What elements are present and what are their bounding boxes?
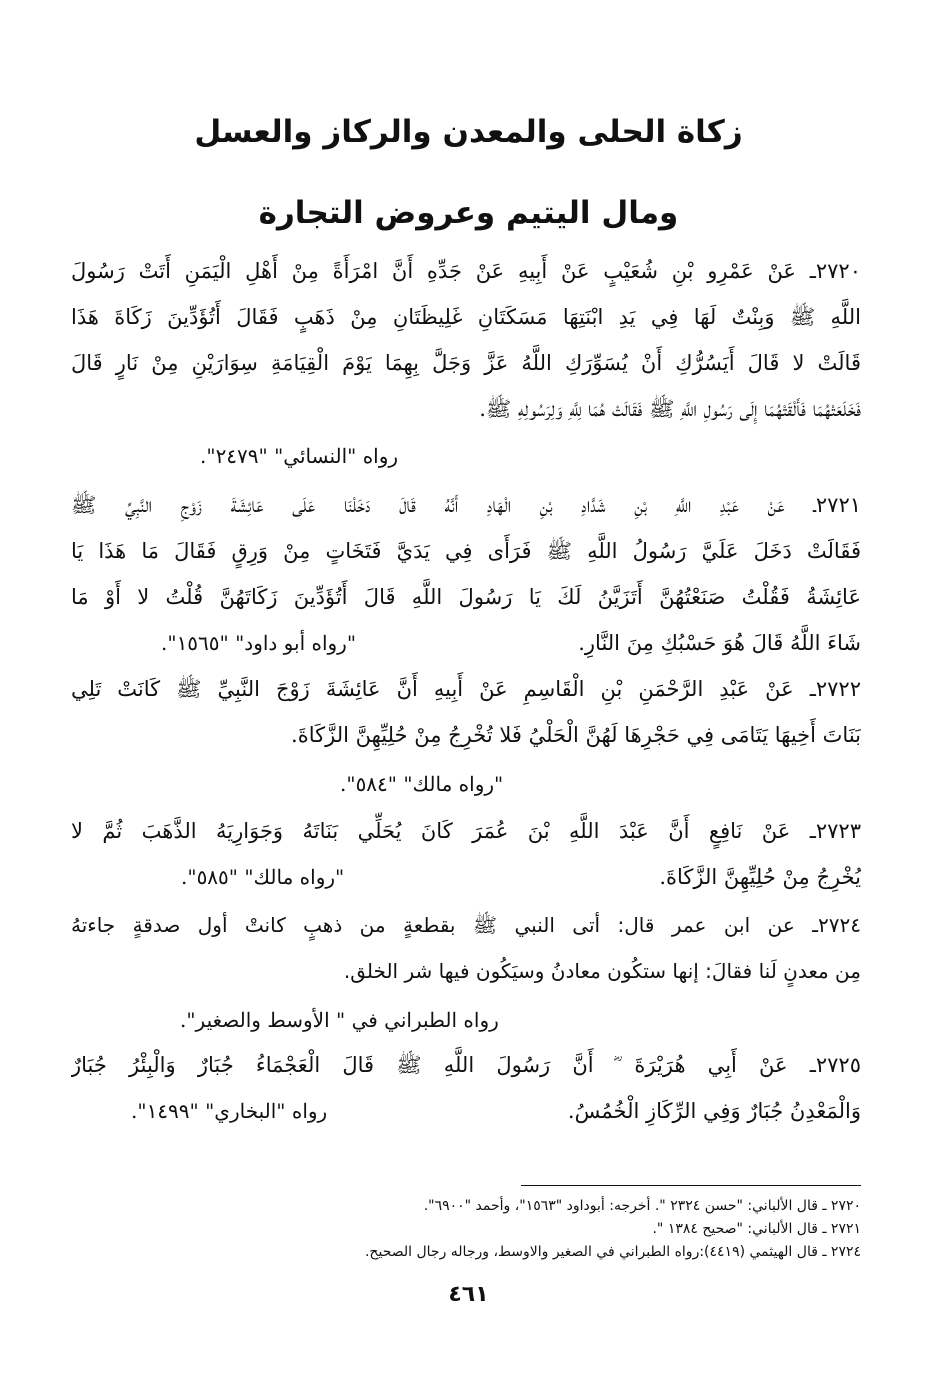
text-line: ٢٧٢٢ـ عَنْ عَبْدِ الرَّحْمَنِ بْنِ الْقَاسِمِ عَنْ أَبِيهِ أَنَّ عَائِشَةَ زَوْجَ النَّبِيِّ ﷺ كَانَتْ تَلِي [71,677,861,701]
page-title: زكاة الحلى والمعدن والركاز والعسل [194,114,743,150]
text-line [71,1086,861,1136]
text-line: اللَّهِ ﷺ وَبِنْتٌ لَهَا فِي يَدِ ابْنَتِهَا مَسَكَتَانِ غَلِيظَتَانِ مِنْ ذَهَبٍ فَقَالَ أَتُؤَدِّينَ زَكَاةَ هَذَا [71,305,861,329]
page-number: ٤٦١ [448,1282,489,1307]
text-line: بَنَاتَ أَخِيهَا يَتَامَى فِي حَجْرِهَا لَهُنَّ الْحَلْيُ فَلا تُخْرِجُ مِنْ حُلِيِّهِنَّ الزَّكَاةَ. [291,723,861,747]
text-line-start: وَالْمَعْدِنُ جُبَارٌ وَفِي الرِّكَازِ الْخُمُسُ. [567,1099,861,1123]
text-line: فَقَالَتْ دَخَلَ عَلَيَّ رَسُولُ اللَّهِ ﷺ فَرَأَى فِي يَدَيَّ فَتَخَاتٍ مِنْ وَرِقٍ فَقَالَ مَا هَذَا يَا [71,539,861,563]
text-line: عَائِشَةُ فَقُلْتُ صَنَعْتُهُنَّ أَتَزَيَّنُ لَكَ يَا رَسُولَ اللَّهِ قَالَ أَتُؤَدِّينَ زَكَاتَهُنَّ قُلْتُ لا أَوْ مَا [71,585,861,609]
text-line-start: شَاءَ اللَّهُ قَالَ هُوَ حَسْبُكِ مِنَ النَّارِ. [578,631,861,655]
footnote: ٢٧٢٠ ـ قال الألباني: "حسن ٢٣٢٤ ". أخرجه: أبوداود "١٥٦٣"، وأحمد "٦٩٠٠". [423,1198,861,1214]
text-line: ٢٧٢٣ـ عَنْ نَافِعٍ أَنَّ عَبْدَ اللَّهِ بْنَ عُمَرَ كَانَ يُحَلِّي بَنَاتَهُ وَجَوَارِيَهُ الذَّهَبَ ثُمَّ لا [71,819,861,843]
page-subtitle: ومال اليتيم وعروض التجارة [258,195,679,231]
hadith-2720-source: رواه "النسائي" "٢٤٧٩". [200,444,399,468]
text-line: ٢٧٢٥ـ عَنْ أَبِي هُرَيْرَةَ ؓ أَنَّ رَسُولَ اللَّهِ ﷺ قَالَ الْعَجْمَاءُ جُبَارٌ وَالْبِئْرُ جُبَارٌ [71,1053,861,1077]
hadith-2721-source: "رواه أبو داود" "١٥٦٥". [161,631,357,655]
footnote: ٢٧٢١ ـ قال الألباني: "صحيح ١٣٨٤ ". [652,1221,861,1237]
hadith-2724-source: رواه الطبراني في " الأوسط والصغير". [180,1008,499,1032]
footnote: ٢٧٢٤ ـ قال الهيثمي (٤٤١٩):رواه الطبراني في الصغير والاوسط، ورجاله رجال الصحيح. [364,1244,861,1260]
text-line: مِن معدنٍ لَنا فقالَ: إنها ستكُون معادنُ وسيَكُون فيها شر الخلق. [343,959,861,983]
text-line-start: يُخْرِجُ مِنْ حُلِيِّهِنَّ الزَّكَاةَ. [659,865,861,889]
hadith-2722-source: "رواه مالك" "٥٨٤". [340,772,504,796]
text-line [71,618,861,668]
hadith-2725-source: رواه "البخاري" "١٤٩٩". [131,1099,328,1123]
text-line: ٢٧٢٤ـ عن ابن عمر قال: أتى النبي ﷺ بقطعةٍ من ذهبٍ كانتْ أول صدقةٍ جاءتهُ [71,913,861,937]
footnote-divider [521,1185,861,1186]
text-line [71,852,861,902]
hadith-2723-source: "رواه مالك" "٥٨٥". [181,865,345,889]
text-line: قَالَتْ لا قَالَ أَيَسُرُّكِ أَنْ يُسَوِّرَكِ اللَّهُ عَزَّ وَجَلَّ بِهِمَا يَوْمَ الْقِيَامَةِ سِوَارَيْنِ مِنْ نَارٍ قَالَ [71,351,861,375]
text-line: ٢٧٢١ـ عَنْ عَبْدِ اللَّهِ بْنِ شَدَّادِ بْنِ الْهَادِ أَنَّهُ قَالَ دَخَلْنَا عَلَى عَائِشَةَ زَوْجِ النَّبِيِّ ﷺ [71,493,861,517]
text-line: ٢٧٢٠ـ عَنْ عَمْرِو بْنِ شُعَيْبٍ عَنْ أَبِيهِ عَنْ جَدِّهِ أَنَّ امْرَأَةً مِنْ أَهْلِ الْيَمَنِ أَتَتْ رَسُولَ [71,259,861,283]
text-line: فَخَلَعَتْهُمَا فَأَلْقَتْهُمَا إِلَى رَسُولِ اللَّهِ ﷺ فَقَالَتْ هُمَا لِلَّهِ وَلِرَسُولِهِ ﷺ. [479,397,861,421]
